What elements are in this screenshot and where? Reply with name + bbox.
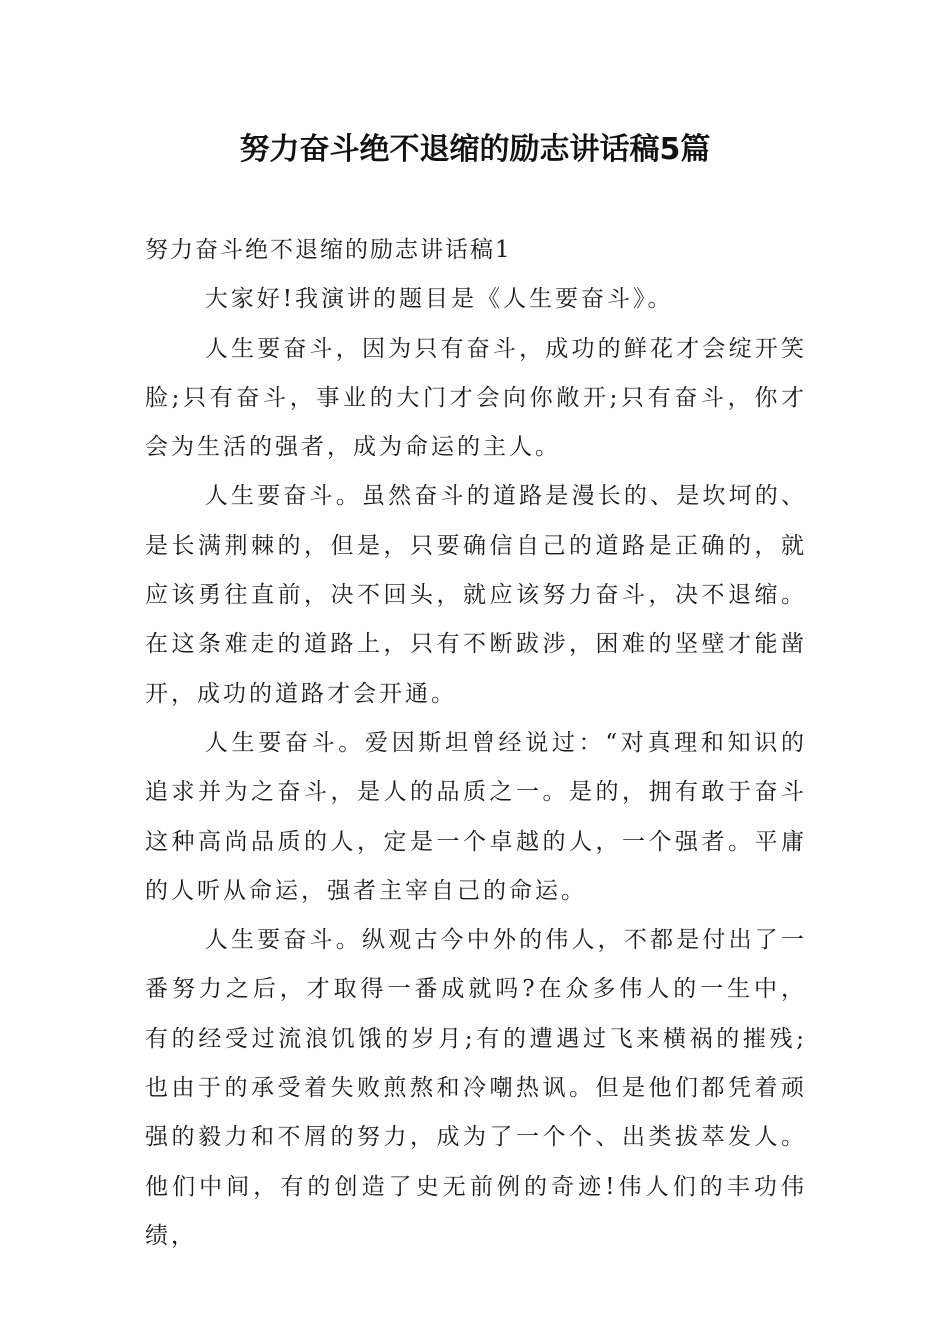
document-title: 努力奋斗绝不退缩的励志讲话稿5篇 bbox=[239, 132, 711, 167]
paragraph-greeting: 大家好!我演讲的题目是《人生要奋斗》。 bbox=[204, 286, 674, 313]
paragraph-4: 人生要奋斗。纵观古今中外的伟人，不都是付出了一番努力之后，才取得一番成就吗?在众多伟人的一生中，有的经受过流浪饥饿的岁月;有的遭遇过飞来横祸的摧残;也由于的承受着失败煎熬和冷嘲热讽。但是他们都凭着顽强的毅力和不屑的努力，成为了一个个、出类拔萃发人。他们中间，有的创造了史无前例的奇迹!伟人们的丰功伟绩， bbox=[145, 927, 807, 1249]
paragraph-1: 人生要奋斗，因为只有奋斗，成功的鲜花才会绽开笑脸;只有奋斗，事业的大门才会向你敞开;只有奋斗，你才会为生活的强者，成为命运的主人。 bbox=[145, 335, 807, 461]
paragraph-3: 人生要奋斗。爱因斯坦曾经说过：“对真理和知识的追求并为之奋斗，是人的品质之一。是的，拥有敢于奋斗这种高尚品质的人，定是一个卓越的人，一个强者。平庸的人听从命运，强者主宰自己的命运。 bbox=[145, 729, 807, 904]
document-body bbox=[145, 226, 807, 1261]
paragraph-2: 人生要奋斗。虽然奋斗的道路是漫长的、是坎坷的、是长满荆棘的，但是，只要确信自己的道路是正确的，就应该勇往直前，决不回头，就应该努力奋斗，决不退缩。在这条难走的道路上，只有不断跋涉，困难的坚壁才能凿开，成功的道路才会开通。 bbox=[145, 483, 807, 707]
section-heading: 努力奋斗绝不退缩的励志讲话稿1 bbox=[145, 237, 512, 263]
